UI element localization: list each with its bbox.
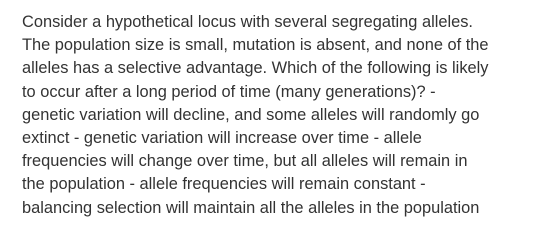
question-line: genetic variation will decline, and some alleles will randomly go — [22, 105, 480, 124]
question-line: balancing selection will maintain all the alleles in the population — [22, 198, 480, 217]
question-line: alleles has a selective advantage. Which of the following is likely — [22, 59, 489, 78]
question-line: frequencies will change over time, but all alleles will remain in — [22, 152, 468, 171]
question-line: Consider a hypothetical locus with several segregating alleles. — [22, 13, 473, 31]
question-text — [22, 11, 542, 220]
question-line: the population - allele frequencies will remain constant - — [22, 175, 426, 194]
question-line: The population size is small, mutation is absent, and none of the — [22, 36, 489, 55]
question-line: to occur after a long period of time (many generations)? - — [22, 82, 436, 101]
question-line: extinct - genetic variation will increase over time - allele — [22, 129, 422, 148]
